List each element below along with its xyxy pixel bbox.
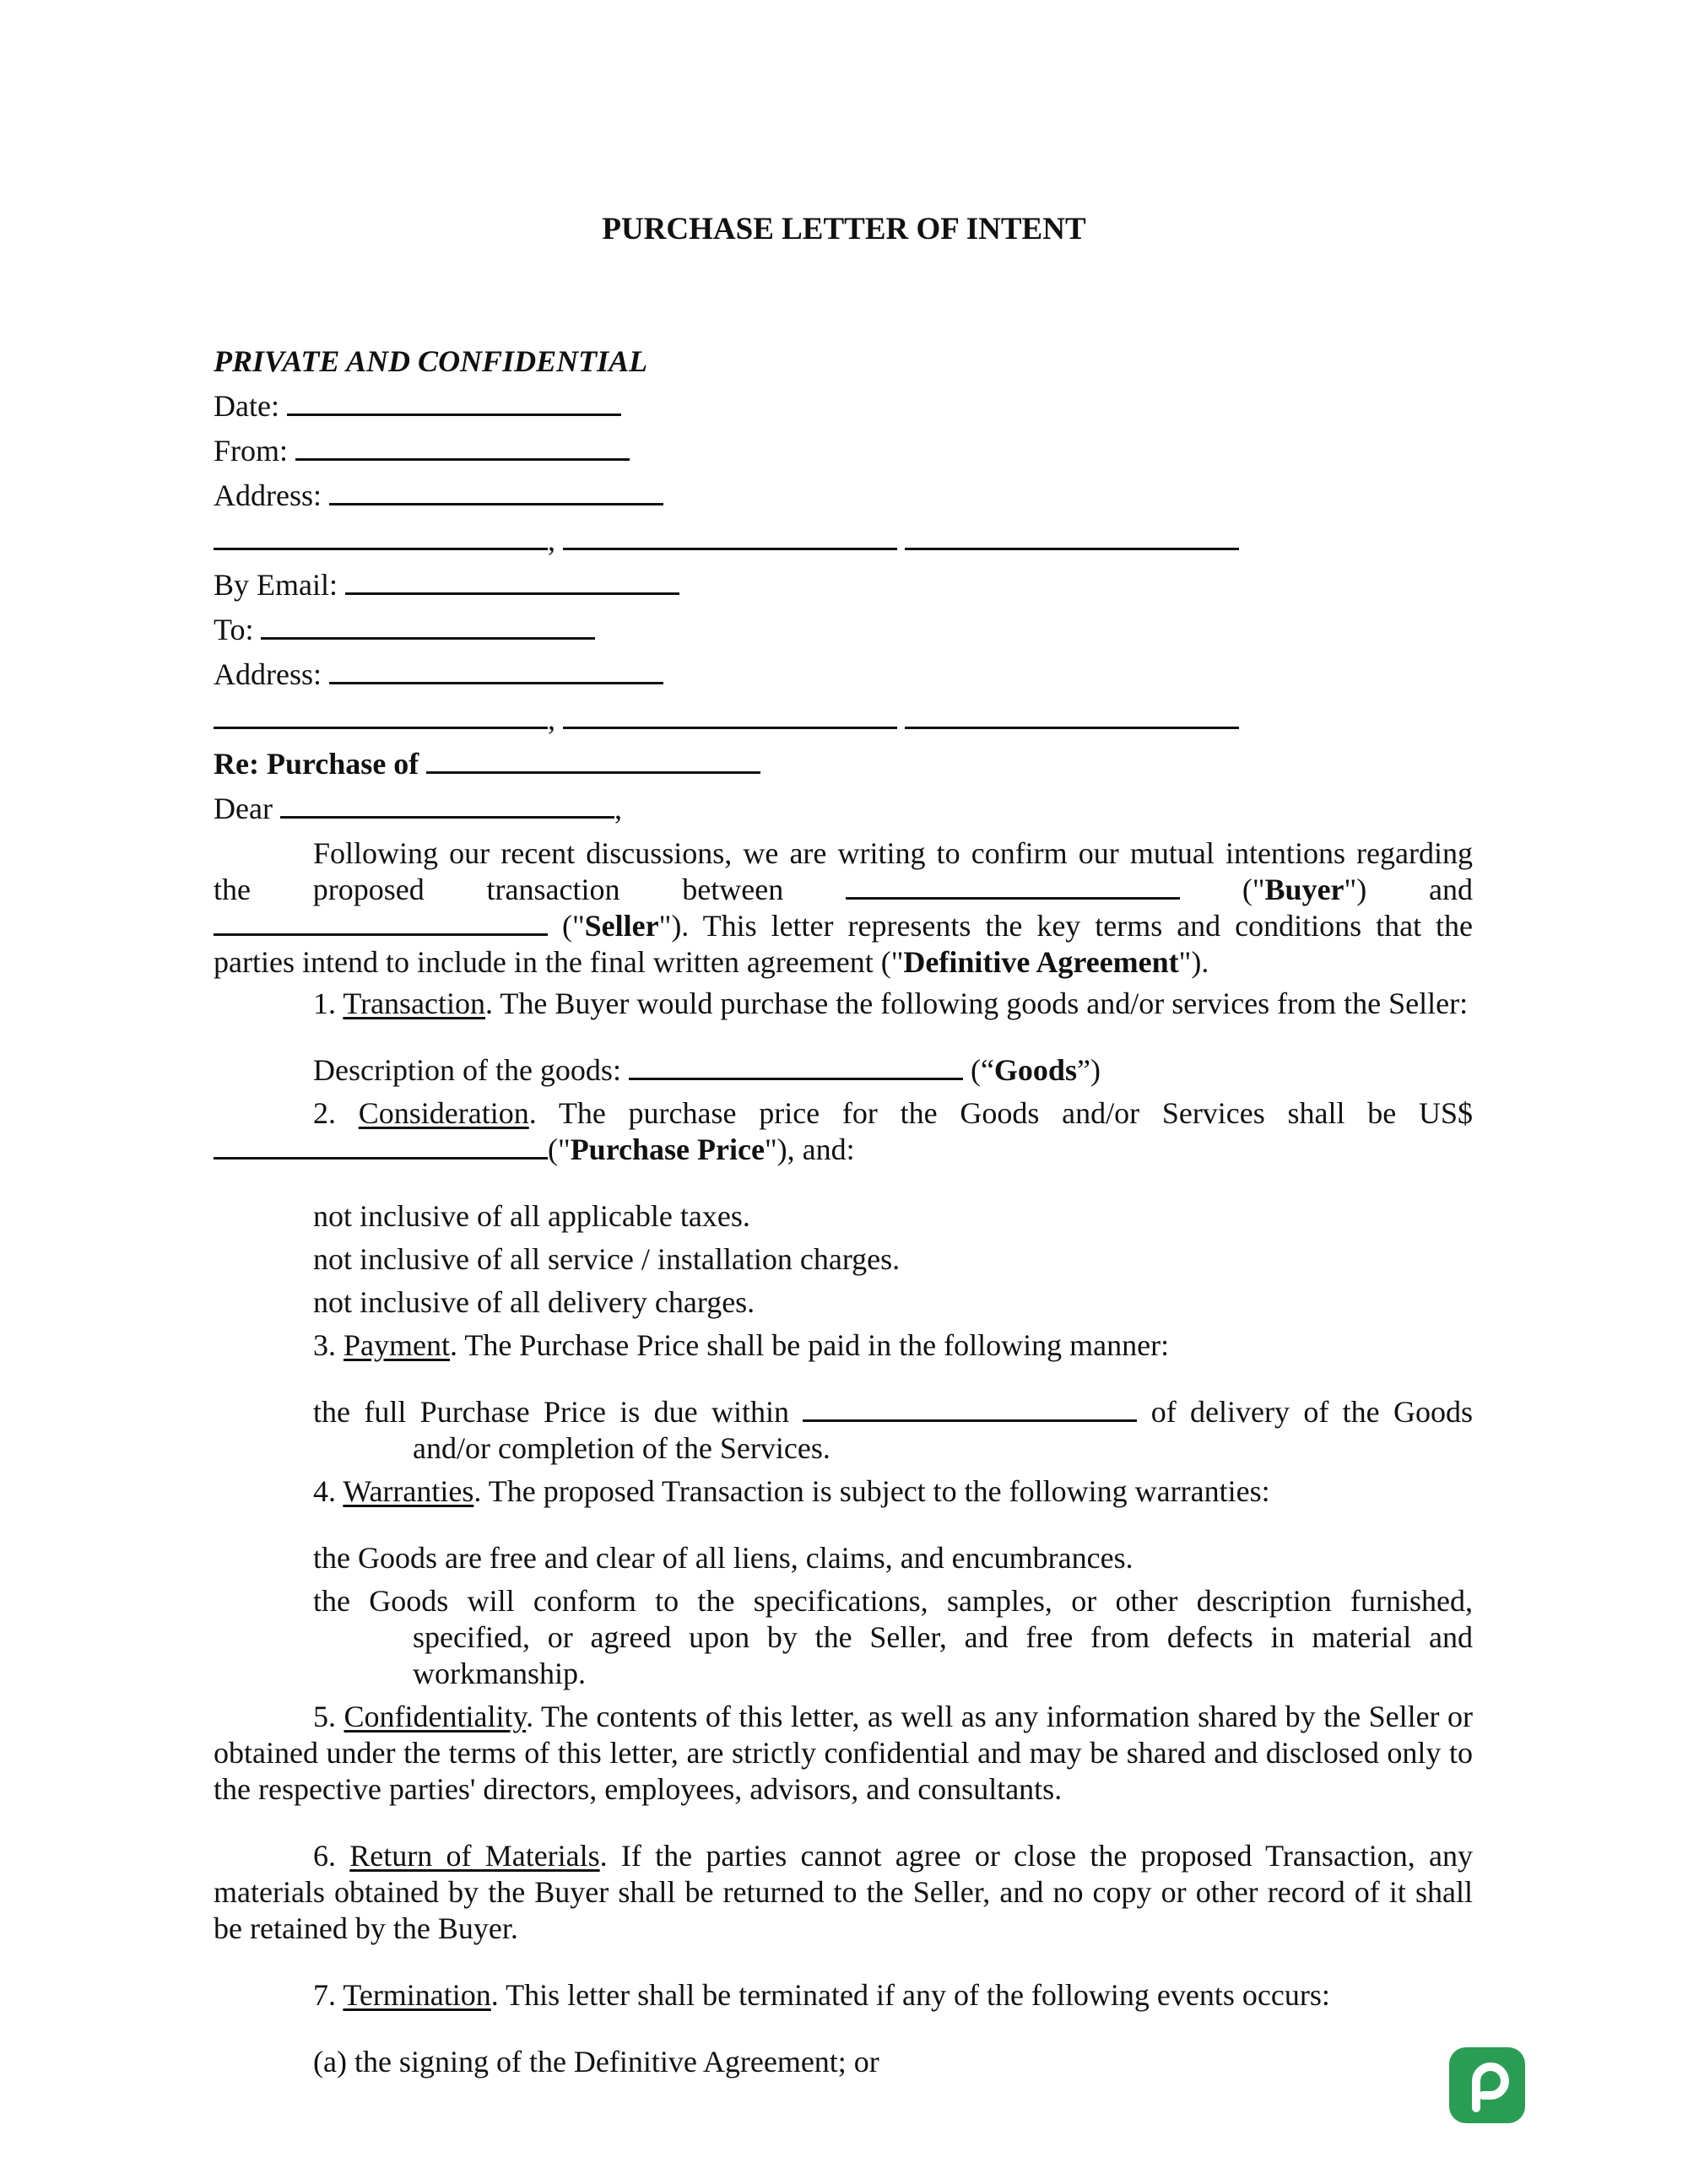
section-1 (214, 986, 1473, 1022)
date-row (214, 384, 1473, 429)
goods-close: ”) (1076, 1053, 1101, 1087)
seller-term: Seller (584, 909, 659, 943)
re-blank[interactable] (426, 748, 760, 774)
section-text: . The Buyer would purchase the following goods and/or services from the Seller: (485, 987, 1469, 1020)
seller-open: (" (548, 909, 585, 943)
from-city-blank[interactable] (214, 524, 548, 550)
from-address-row (214, 473, 1473, 518)
payment-item (313, 1394, 1473, 1467)
from-zip-blank[interactable] (905, 524, 1239, 550)
section-3 (214, 1327, 1473, 1364)
section-heading: Payment (344, 1328, 450, 1362)
section-5 (214, 1699, 1473, 1808)
from-address-blank[interactable] (329, 479, 663, 505)
section-2 (214, 1095, 1473, 1168)
section-heading: Return of Materials (349, 1839, 600, 1873)
payment-text-1: the full Purchase Price is due within (313, 1395, 789, 1429)
section-text: . The contents of this letter, as well as any information shared by the Seller or obtained under the terms of this letter, are strictly confidential and may be shared and disclosed only to the respective parties' directors, employees, advisors, and consultants. (214, 1700, 1474, 1806)
comma: , (614, 792, 622, 825)
section-heading: Confidentiality (344, 1700, 527, 1733)
from-row (214, 429, 1473, 473)
purchase-price-term: Purchase Price (570, 1133, 765, 1166)
section-text: . The Purchase Price shall be paid in the following manner: (449, 1328, 1170, 1362)
document-body (214, 339, 1473, 2080)
warranty-item: the Goods will conform to the specifications, samples, or other description furnished, specified, or agreed upon by the Seller, and free from defects in material and workmanship. (313, 1584, 1473, 1690)
document-title: PURCHASE LETTER OF INTENT (602, 212, 1086, 246)
section-number: 7. (313, 1978, 344, 2012)
dear-row (214, 787, 1473, 831)
to-address-blank[interactable] (329, 658, 663, 684)
purchase-price-blank[interactable] (214, 1133, 548, 1160)
section-number: 6. (313, 1839, 350, 1873)
warranty-item: the Goods are free and clear of all liens, claims, and encumbrances. (313, 1541, 1133, 1575)
payment-due-blank[interactable] (803, 1396, 1137, 1422)
section-number: 4. (313, 1474, 344, 1508)
address-label: Address: (214, 478, 322, 512)
consideration-item: not inclusive of all applicable taxes. (313, 1199, 750, 1233)
payment-text-2: of delivery of the Goods and/or completion of the Services. (413, 1395, 1474, 1465)
pp-open: (" (548, 1133, 571, 1166)
by-email-label: By Email: (214, 568, 338, 602)
section-7 (214, 1977, 1473, 2014)
to-city-row (214, 697, 1473, 742)
address-label: Address: (214, 657, 322, 691)
intro-paragraph (214, 835, 1473, 981)
to-row (214, 608, 1473, 652)
buyer-close: ") and (1344, 873, 1473, 906)
comma: , (548, 702, 555, 736)
re-label: Re: Purchase of (214, 747, 419, 781)
from-blank[interactable] (295, 435, 630, 461)
buyer-open: (" (1180, 873, 1265, 906)
intro-text-3: "). (1178, 945, 1209, 979)
intro-text-1: Following our recent discussions, we are writing to confirm our mutual intentions regarding the proposed transaction between (214, 836, 1473, 906)
section-number: 5. (313, 1700, 344, 1733)
section-number: 1. (313, 987, 344, 1020)
section-heading: Consideration (358, 1096, 529, 1130)
section-text: . The purchase price for the Goods and/or Services shall be US$ (528, 1096, 1473, 1130)
definitive-agreement-term: Definitive Agreement (903, 945, 1179, 979)
to-address-row (214, 652, 1473, 697)
goods-description-row (313, 1052, 1473, 1089)
to-city-blank[interactable] (214, 703, 548, 729)
section-text: . This letter shall be terminated if any of the following events occurs: (490, 1978, 1330, 2012)
section-heading: Warranties (343, 1474, 474, 1508)
date-blank[interactable] (287, 390, 621, 416)
goods-description-blank[interactable] (629, 1054, 963, 1080)
intro-text-2: "). This letter represents the key terms and conditions that the parties intend to include in the final written agreement (" (214, 909, 1474, 979)
pp-close: "), and: (764, 1133, 855, 1166)
section-text: . The proposed Transaction is subject to the following warranties: (473, 1474, 1270, 1508)
from-state-blank[interactable] (563, 524, 897, 550)
section-number: 3. (313, 1328, 344, 1362)
p-logo-icon (1449, 2047, 1525, 2123)
goods-term: Goods (993, 1053, 1077, 1087)
consideration-item: not inclusive of all delivery charges. (313, 1285, 755, 1319)
to-blank[interactable] (261, 614, 595, 640)
date-label: Date: (214, 389, 279, 423)
consideration-item: not inclusive of all service / installation charges. (313, 1242, 901, 1276)
by-email-blank[interactable] (345, 569, 679, 595)
section-heading: Termination (343, 1978, 491, 2012)
dear-blank[interactable] (280, 792, 614, 819)
from-city-row (214, 518, 1473, 563)
to-label: To: (214, 613, 254, 646)
buyer-blank[interactable] (846, 873, 1180, 900)
to-state-blank[interactable] (563, 703, 897, 729)
section-heading: Transaction (343, 987, 486, 1020)
section-number: 2. (313, 1096, 359, 1130)
comma: , (548, 523, 555, 557)
section-text: . If the parties cannot agree or close the proposed Transaction, any materials obtained by the Buyer shall be returned to the Seller, and no copy or other record of it shall be retained by the Buyer. (214, 1839, 1474, 1945)
goods-description-label: Description of the goods: (313, 1053, 621, 1087)
buyer-term: Buyer (1264, 873, 1344, 906)
re-row (214, 742, 1473, 787)
goods-open: (“ (962, 1053, 994, 1087)
by-email-row (214, 563, 1473, 608)
seller-blank[interactable] (214, 910, 548, 936)
to-zip-blank[interactable] (905, 703, 1239, 729)
dear-label: Dear (214, 792, 273, 825)
section-6 (214, 1838, 1473, 1947)
section-4 (214, 1473, 1473, 1510)
confidential-label: PRIVATE AND CONFIDENTIAL (214, 344, 648, 378)
termination-item: (a) the signing of the Definitive Agreement; or (313, 2045, 879, 2079)
from-label: From: (214, 434, 289, 468)
